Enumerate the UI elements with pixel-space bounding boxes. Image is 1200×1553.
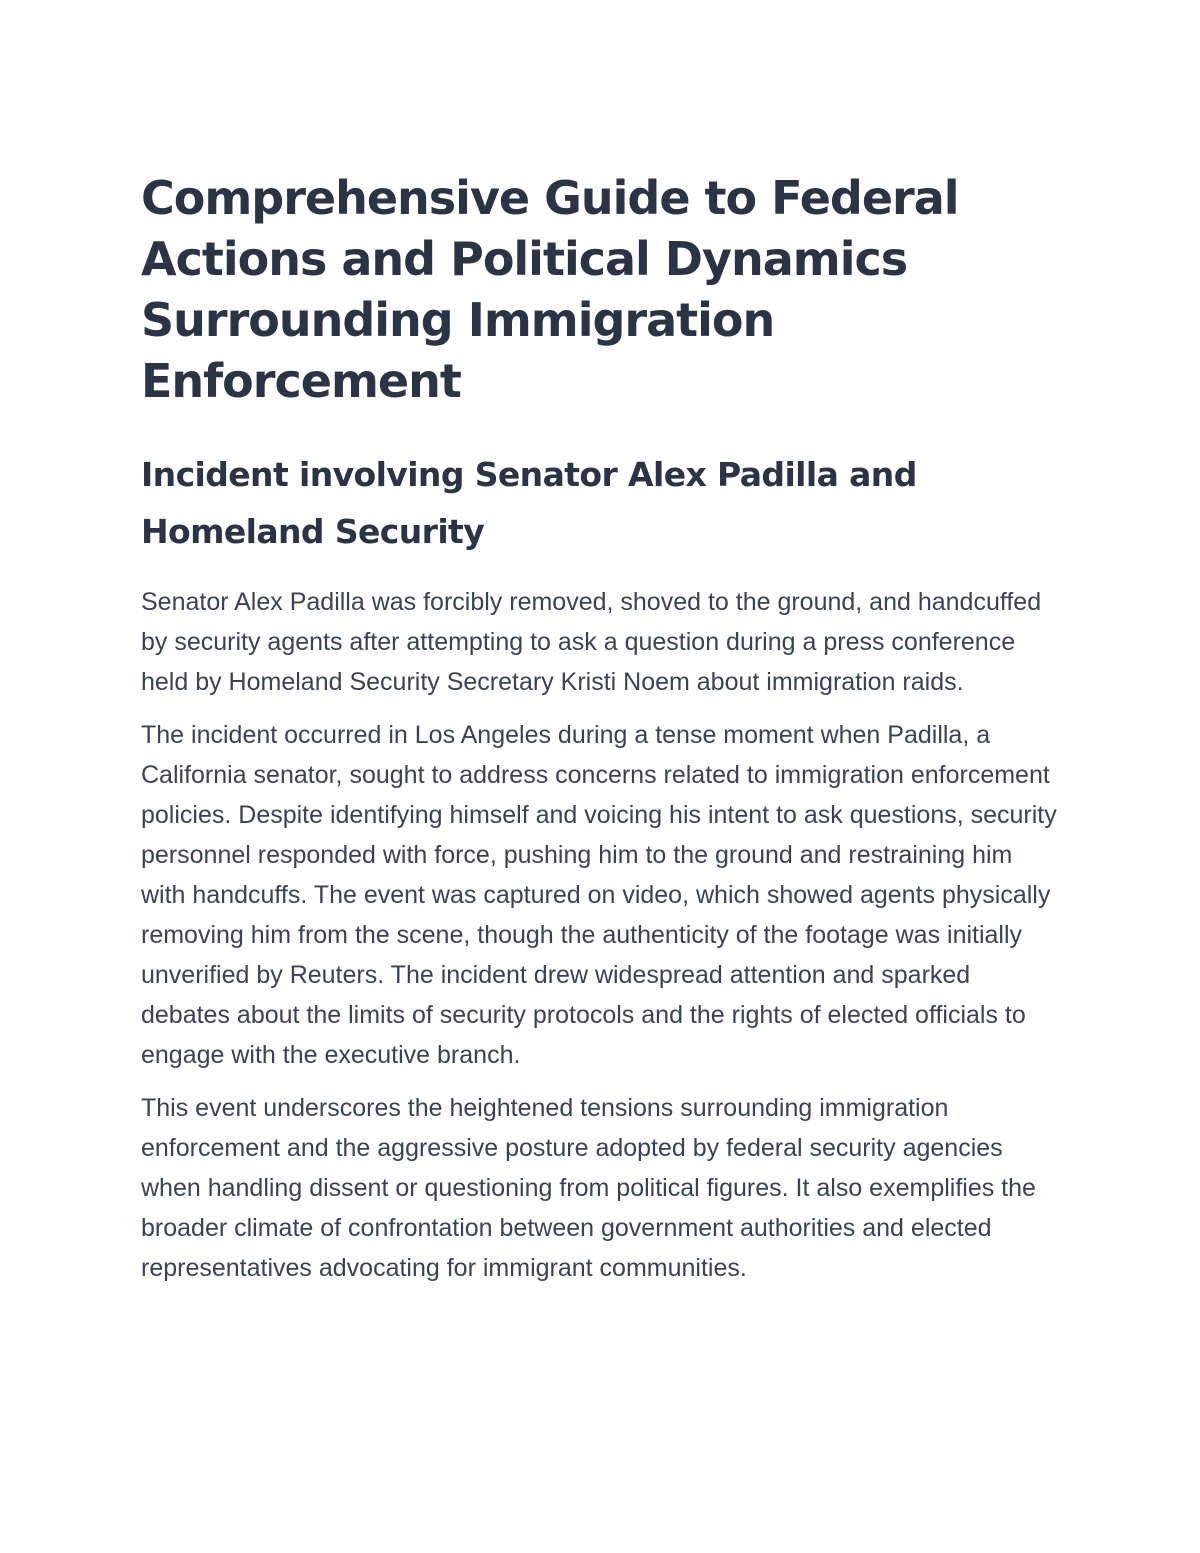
document-title: Comprehensive Guide to Federal Actions and Political Dynamics Surrounding Immigration Enforcement	[141, 171, 959, 408]
paragraph-2: The incident occurred in Los Angeles during a tense moment when Padilla, a California senator, sought to address concerns related to immigration enforcement policies. Despite identifying himself and voicing his intent to ask questions, security personnel responded with force, pushing him to the ground and restraining him with handcuffs. The event was captured on video, which showed agents physically removing him from the scene, though the authenticity of the footage was initially unverified by Reuters. The incident drew widespread attention and sparked debates about the limits of security protocols and the rights of elected officials to engage with the executive branch.	[141, 721, 1057, 1069]
paragraph-3: This event underscores the heightened tensions surrounding immigration enforcement and the aggressive posture adopted by federal security agencies when handling dissent or questioning from political figures. It also exemplifies the broader climate of confrontation between government authorities and elected representatives advocating for immigrant communities.	[141, 1094, 1036, 1282]
document-page	[141, 168, 1061, 1288]
section-heading: Incident involving Senator Alex Padilla and Homeland Security	[141, 455, 917, 551]
paragraph-1: Senator Alex Padilla was forcibly removed, shoved to the ground, and handcuffed by security agents after attempting to ask a question during a press conference held by Homeland Security Secretary Kristi Noem about immigration raids.	[141, 588, 1042, 696]
